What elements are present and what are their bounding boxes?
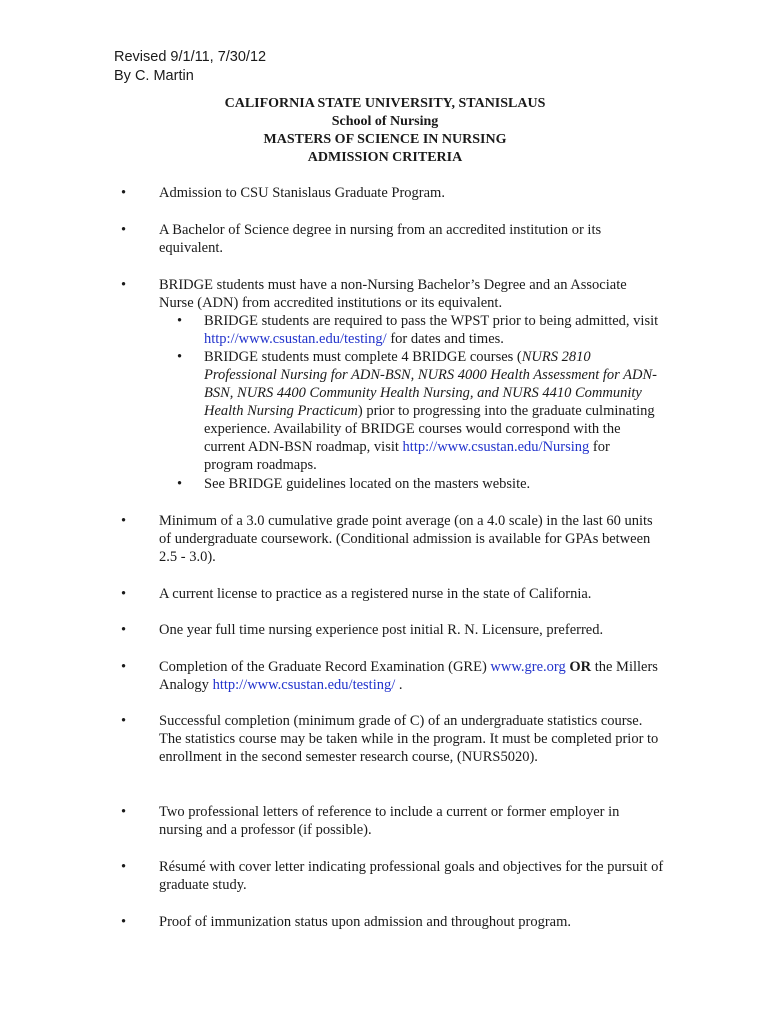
sub-item-text (204, 348, 659, 474)
criterion-text: A Bachelor of Science degree in nursing from an accredited institution or its equivalent. (159, 222, 602, 256)
bullet: • (121, 185, 127, 201)
bullet: • (121, 622, 127, 638)
criterion-text: Successful completion (minimum grade of C) of an undergraduate statistics course. The statistics course may be taken while in the program. It must be completed prior to enrollment in the second semester research course, (NURS5020). (159, 713, 659, 765)
courses-intro: BRIDGE students must complete 4 BRIDGE courses ( (204, 349, 522, 365)
wpst-text-end: for dates and times. (386, 331, 504, 347)
bullet: • (121, 513, 127, 529)
criterion-text (159, 658, 664, 694)
miller-testing-link[interactable]: http://www.csustan.edu/testing/ (212, 677, 396, 693)
bullet: • (121, 277, 127, 293)
miller-text: the Millers Analogy (159, 659, 658, 693)
revision-dates: Revised 9/1/11, 7/30/12 (114, 49, 267, 65)
university-name: CALIFORNIA STATE UNIVERSITY, STANISLAUS (224, 96, 546, 111)
nursing-roadmap-link[interactable]: http://www.csustan.edu/Nursing (402, 439, 590, 455)
bullet: • (121, 222, 127, 238)
gre-text: Completion of the Graduate Record Examination (GRE) (159, 659, 491, 675)
revision-note (114, 48, 266, 86)
program-name: MASTERS OF SCIENCE IN NURSING (263, 132, 507, 147)
criterion-text: Two professional letters of reference to include a current or former employer in nursing and a professor (if possible). (159, 804, 620, 838)
gre-link[interactable]: www.gre.org (490, 659, 566, 675)
bullet: • (177, 476, 183, 492)
courses-end: for program roadmaps. (204, 439, 610, 473)
criterion-text: Proof of immunization status upon admission and throughout program. (159, 914, 571, 930)
courses-body: ) prior to progressing into the graduate culminating experience. Availability of BRIDGE courses would correspond with the current ADN-BSN roadmap, visit (204, 403, 655, 455)
criterion-text: A current license to practice as a registered nurse in the state of California. (159, 586, 592, 602)
sub-item-text: See BRIDGE guidelines located on the masters website. (204, 476, 531, 492)
bullet: • (121, 804, 127, 820)
bullet: • (121, 713, 127, 729)
gre-end: . (395, 677, 403, 693)
criterion-text: Résumé with cover letter indicating professional goals and objectives for the pursuit of graduate study. (159, 859, 664, 893)
criterion-text: BRIDGE students must have a non-Nursing Bachelor’s Degree and an Associate Nurse (ADN) from accredited institutions or its equivalent. (159, 277, 627, 311)
testing-link[interactable]: http://www.csustan.edu/testing/ (204, 331, 387, 347)
criterion-text: One year full time nursing experience post initial R. N. Licensure, preferred. (159, 622, 604, 638)
wpst-text: BRIDGE students are required to pass the WPST prior to being admitted, visit (204, 313, 659, 329)
criterion-text: Admission to CSU Stanislaus Graduate Program. (159, 185, 445, 201)
bullet: • (177, 313, 183, 329)
document-title: ADMISSION CRITERIA (307, 150, 463, 165)
bullet: • (121, 659, 127, 675)
revision-author: By C. Martin (114, 68, 194, 84)
bullet: • (121, 859, 127, 875)
sub-item-text (204, 312, 659, 348)
criterion-text: Minimum of a 3.0 cumulative grade point average (on a 4.0 scale) in the last 60 units of undergraduate coursework. (Conditional admission is available for GPAs between 2.5 - 3.0). (159, 513, 653, 565)
bullet: • (121, 586, 127, 602)
bullet: • (177, 349, 183, 365)
course-list: NURS 2810 Professional Nursing for ADN-BSN, NURS 4000 Health Assessment for ADN-BSN, NURS 4400 Community Health Nursing, and NURS 4410 Community Health Nursing Practicum (204, 349, 658, 419)
document-header (0, 95, 770, 167)
bullet: • (121, 914, 127, 930)
or-text: OR (569, 659, 592, 675)
school-name: School of Nursing (331, 114, 439, 129)
